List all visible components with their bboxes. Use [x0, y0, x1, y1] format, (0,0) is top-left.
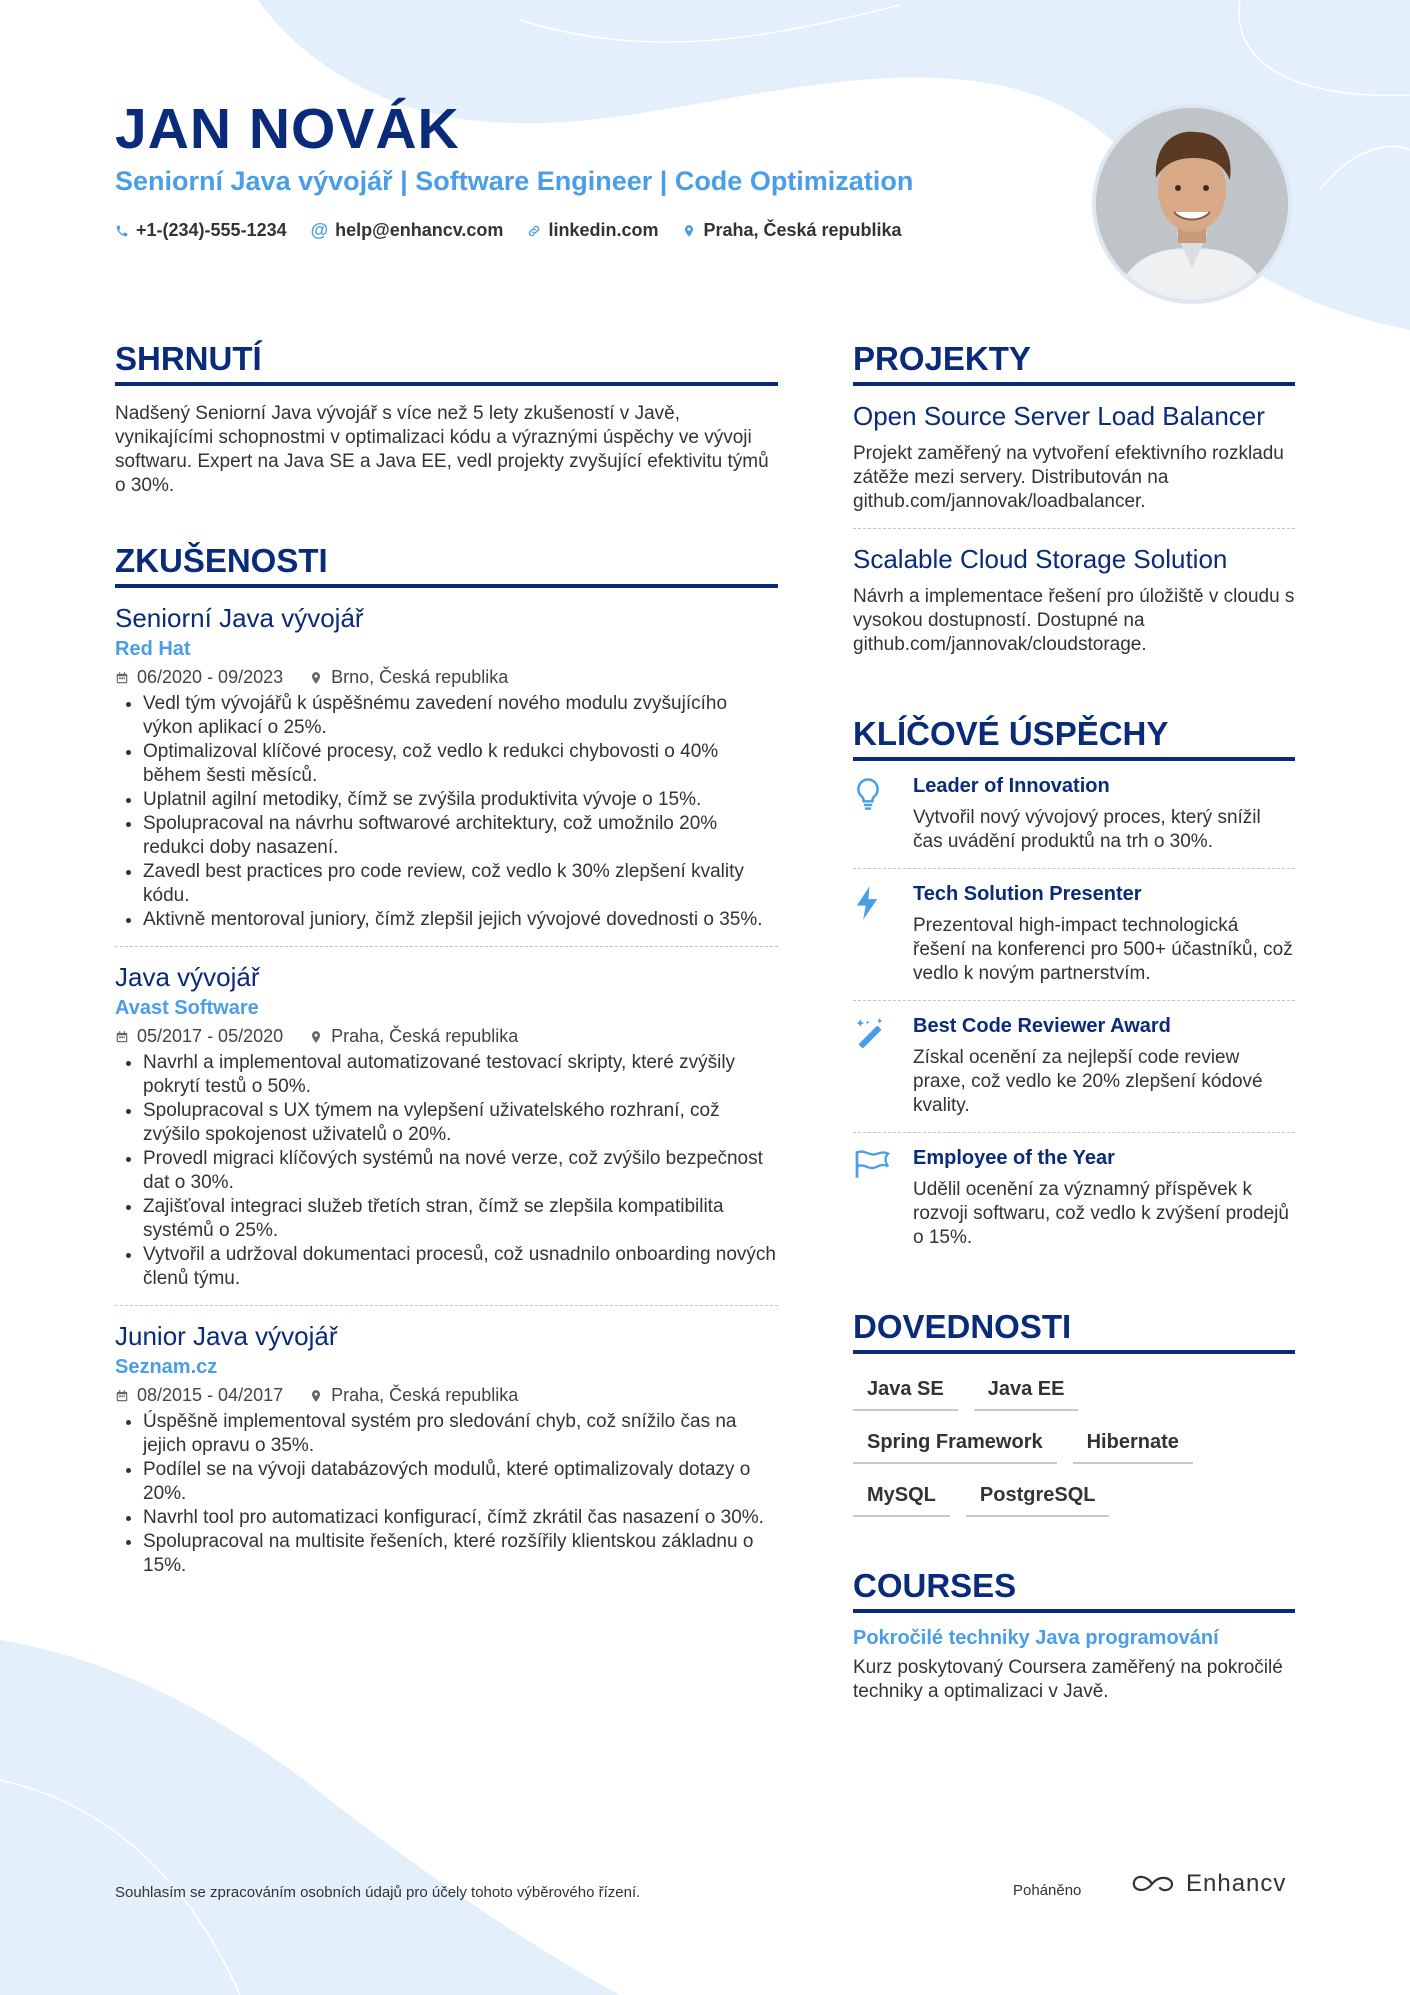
summary-text: Nadšený Seniorní Java vývojář s více než 5 lety zkušeností v Javě, vynikajícími schopnostmi v optimalizaci kódu a výraznými úspěchy ve vývoji softwaru. Expert na Java SE a Java EE, vedl projekty zvyšující efektivitu týmů o 30%.	[115, 403, 769, 496]
consent-note: Souhlasím se zpracováním osobních údajů pro účely tohoto výběrového řízení.	[115, 1884, 641, 1901]
right-column	[853, 340, 1295, 1704]
project-description: Návrh a implementace řešení pro úložiště v cloudu s vysokou dostupností. Dostupné na github.com/jannovak/cloudstorage.	[853, 586, 1295, 655]
flag-icon	[853, 1149, 891, 1179]
bullet: • Vedl tým vývojářů k úspěšnému zavedení nového modulu zvyšujícího výkon aplikací o 25%.	[143, 692, 778, 740]
achievement-title: Tech Solution Presenter	[913, 883, 1142, 905]
job-bullets	[115, 692, 778, 932]
bullet: • Uplatnil agilní metodiky, čímž se zvýšila produktivita vývoje o 15%.	[143, 788, 778, 812]
bullet: • Spolupracoval na multisite řešeních, které rozšířily klientskou základnu o 15%.	[143, 1530, 778, 1578]
location-icon	[309, 670, 323, 686]
contact-linkedin-text: linkedin.com	[548, 220, 659, 240]
contact-phone[interactable]	[115, 220, 287, 241]
bullet: • Spolupracoval s UX týmem na vylepšení uživatelského rozhraní, což zvýšilo spokojenost uživatelů o 20%.	[143, 1099, 778, 1147]
job-dates: 08/2015 - 04/2017	[137, 1385, 284, 1405]
calendar-icon	[115, 670, 129, 686]
bullet: • Provedl migraci klíčových systémů na nové verze, což zvýšilo bezpečnost dat o 30%.	[143, 1147, 778, 1195]
contact-email[interactable]	[311, 220, 504, 241]
achievement-description: Udělil ocenění za významný příspěvek k rozvoji softwaru, což vedlo k zvýšení prodejů o 15%.	[913, 1179, 1289, 1248]
project-title: Open Source Server Load Balancer	[853, 401, 1265, 431]
experience-item	[115, 961, 778, 1306]
job-dates: 06/2020 - 09/2023	[137, 667, 284, 687]
bullet: • Optimalizoval klíčové procesy, což vedlo k redukci chybovosti o 40% během šesti měsíců.	[143, 740, 778, 788]
contact-bar	[115, 220, 902, 241]
project-item	[853, 386, 1295, 529]
job-meta	[115, 1385, 778, 1406]
project-item	[853, 529, 1295, 671]
calendar-icon	[115, 1388, 129, 1404]
candidate-headline: Seniorní Java vývojář | Software Engineer | Code Optimization	[115, 166, 914, 196]
candidate-name: JAN NOVÁK	[115, 97, 460, 161]
location-icon	[682, 223, 696, 239]
lightbulb-icon	[853, 777, 883, 811]
skills-list	[853, 1370, 1295, 1517]
achievement-title: Employee of the Year	[913, 1147, 1115, 1169]
job-meta	[115, 1026, 778, 1047]
bullet: • Spolupracoval na návrhu softwarové architektury, což umožnilo 20% redukci doby nasazení.	[143, 812, 778, 860]
skill-tag: PostgreSQL	[966, 1476, 1110, 1517]
phone-icon	[115, 223, 129, 239]
achievement-item	[853, 1001, 1295, 1133]
project-title: Scalable Cloud Storage Solution	[853, 544, 1228, 574]
course-description: Kurz poskytovaný Coursera zaměřený na pokročilé techniky a optimalizaci v Javě.	[853, 1657, 1283, 1702]
left-column	[115, 340, 778, 1592]
achievement-title: Leader of Innovation	[913, 775, 1110, 797]
company-name: Red Hat	[115, 638, 191, 660]
experience-item	[115, 1320, 778, 1592]
company-name: Seznam.cz	[115, 1356, 218, 1378]
bullet: • Zavedl best practices pro code review, což vedlo k 30% zlepšení kvality kódu.	[143, 860, 778, 908]
skill-tag: Java SE	[853, 1370, 958, 1411]
bullet: • Navrhl tool pro automatizaci konfigurací, čímž zkrátil čas nasazení o 30%.	[143, 1506, 778, 1530]
job-title: Junior Java vývojář	[115, 1321, 338, 1351]
achievement-item	[853, 1133, 1295, 1264]
lightning-icon	[853, 885, 881, 921]
profile-photo	[1092, 104, 1292, 304]
experience-item	[115, 602, 778, 947]
achievement-item	[853, 869, 1295, 1001]
achievement-item	[853, 761, 1295, 869]
bullet: • Úspěšně implementoval systém pro sledování chyb, což snížilo čas na jejich opravu o 35%.	[143, 1410, 778, 1458]
bullet: • Vytvořil a udržoval dokumentaci procesů, což usnadnilo onboarding nových členů týmu.	[143, 1243, 778, 1291]
enhancv-logo[interactable]	[1130, 1870, 1286, 1898]
powered-by-label: Poháněno	[1013, 1882, 1082, 1899]
calendar-icon	[115, 1029, 129, 1045]
enhancv-logo-icon	[1130, 1872, 1176, 1896]
contact-location-text: Praha, Česká republika	[703, 220, 902, 240]
project-description: Projekt zaměřený na vytvoření efektivního rozkladu zátěže mezi servery. Distributován na github.com/jannovak/loadbalancer.	[853, 443, 1284, 512]
bullet: • Aktivně mentoroval juniory, čímž zlepšil jejich vývojové dovednosti o 35%.	[143, 908, 778, 932]
contact-phone-text: +1-(234)-555-1234	[136, 220, 287, 240]
at-icon: @	[310, 220, 329, 240]
job-location: Praha, Česká republika	[331, 1026, 519, 1046]
bullet: • Podílel se na vývoji databázových modulů, které optimalizovaly dotazy o 20%.	[143, 1458, 778, 1506]
job-title: Seniorní Java vývojář	[115, 603, 364, 633]
achievements-heading: KLÍČOVÉ ÚSPĚCHY	[853, 715, 1295, 761]
skill-tag: Spring Framework	[853, 1423, 1057, 1464]
job-location: Praha, Česká republika	[331, 1385, 519, 1405]
link-icon	[527, 223, 541, 239]
job-bullets	[115, 1410, 778, 1578]
projects-heading: PROJEKTY	[853, 340, 1295, 386]
location-icon	[309, 1388, 323, 1404]
skill-tag: Hibernate	[1073, 1423, 1193, 1464]
achievement-description: Vytvořil nový vývojový proces, který snížil čas uvádění produktů na trh o 30%.	[913, 807, 1261, 852]
job-title: Java vývojář	[115, 962, 260, 992]
contact-linkedin[interactable]	[527, 220, 658, 241]
experience-heading: ZKUŠENOSTI	[115, 542, 778, 588]
achievement-description: Získal ocenění za nejlepší code review praxe, což vedlo ke 20% zlepšení kódové kvality.	[913, 1047, 1263, 1116]
location-icon	[309, 1029, 323, 1045]
contact-location	[682, 220, 901, 241]
enhancv-logo-text: Enhancv	[1186, 1870, 1287, 1897]
bullet: • Navrhl a implementoval automatizované testovací skripty, které zvýšily pokrytí testů o 50%.	[143, 1051, 778, 1099]
magic-wand-icon	[853, 1017, 887, 1051]
achievement-title: Best Code Reviewer Award	[913, 1015, 1171, 1037]
job-location: Brno, Česká republika	[331, 667, 509, 687]
contact-email-text: help@enhancv.com	[335, 220, 504, 240]
job-dates: 05/2017 - 05/2020	[137, 1026, 284, 1046]
job-bullets	[115, 1051, 778, 1291]
bullet: • Zajišťoval integraci služeb třetích stran, čímž se zlepšila kompatibilita systémů o 25%.	[143, 1195, 778, 1243]
skill-tag: MySQL	[853, 1476, 950, 1517]
achievement-description: Prezentoval high-impact technologická řešení na konferenci pro 500+ účastníků, což vedlo k novým partnerstvím.	[913, 915, 1293, 984]
skill-tag: Java EE	[974, 1370, 1079, 1411]
courses-heading: COURSES	[853, 1567, 1295, 1613]
job-meta	[115, 667, 778, 688]
skills-heading: DOVEDNOSTI	[853, 1308, 1295, 1354]
course-title: Pokročilé techniky Java programování	[853, 1627, 1219, 1649]
company-name: Avast Software	[115, 997, 259, 1019]
summary-heading: SHRNUTÍ	[115, 340, 778, 386]
